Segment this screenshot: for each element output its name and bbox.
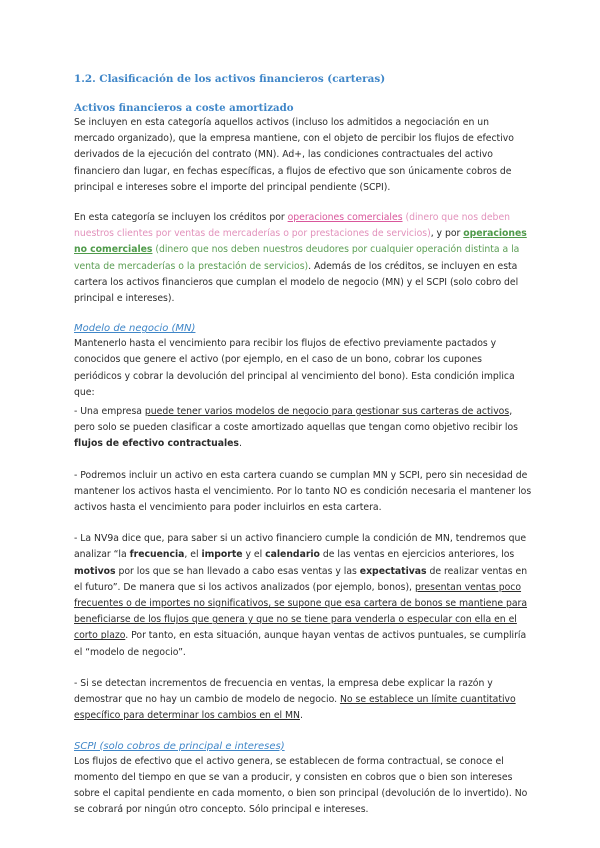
underlined-text: presentan ventas poco frecuentes o de importes no significativos, se supone que esa cartera de bonos se mantiene para beneficiarse de los flujos que genera y que no se tiene para venderla o especular con ella en el corto plazo (74, 581, 528, 642)
text-run: . Además de los créditos, se incluyen en esta cartera los activos financieros que cumplan el modelo de negocio (MN) y el SCPI (solo cobro del principal e intereses). (74, 260, 519, 305)
text-run: - La NV9a dice que, para saber si un activo financiero cumple la condición de MN, tendremos que analizar “la (74, 533, 527, 561)
heading-coste-amortizado: Activos financieros a coste amortizado (74, 102, 294, 114)
document-content (74, 72, 532, 818)
operaciones-comerciales-term: operaciones comerciales (287, 212, 403, 224)
bold-term: calendario (265, 549, 320, 561)
bold-term: motivos (74, 565, 116, 577)
text-run: , y por (430, 228, 464, 240)
bold-term: frecuencia (129, 549, 185, 561)
paragraph-scpi: Los flujos de efectivo que el activo genera, se establecen de forma contractual, se conoce el momento del tiempo en que se van a producir, y consisten en cobros que o bien son intereses sobre el capital pendiente en cada momento, o bien son principal (devolución de lo invertido). No se cobrará por ningún otro concepto. Sólo principal e intereses. (74, 755, 528, 816)
section-title: 1.2. Clasificación de los activos financieros (carteras) (74, 73, 386, 85)
text-run: , pero solo se pueden clasificar a coste amortizado aquellas que tengan como objetivo recibir los (74, 406, 518, 434)
text-run: . Por tanto, en esta situación, aunque hayan ventas de activos puntuales, se cumpliría el “modelo de negocio”. (74, 630, 527, 658)
heading-modelo-negocio: Modelo de negocio (MN) (74, 323, 196, 335)
text-run: . (299, 710, 303, 722)
bold-term: expectativas (359, 565, 427, 577)
heading-scpi: SCPI (solo cobros de principal e intereses) (74, 740, 285, 752)
text-run: En esta categoría se incluyen los créditos por (74, 212, 288, 224)
comerciales-definition: (dinero que nos deben nuestros clientes por ventas de mercaderías o por prestaciones de servicios) (74, 212, 511, 240)
bullet-varios-modelos (74, 404, 532, 453)
no-comerciales-definition: (dinero que nos deben nuestros deudores por cualquier operación distinta a la venta de mercaderías o la prestación de servicios) (74, 244, 520, 272)
operaciones-no-comerciales-term: operaciones no comerciales (74, 228, 527, 256)
text-run: de las ventas en ejercicios anteriores, los (319, 549, 515, 561)
text-run: de realizar ventas en el futuro”. De manera que si los activos analizados (por ejemplo, bonos), (74, 565, 528, 593)
bold-term: flujos de efectivo contractuales (74, 438, 239, 450)
text-run: y el (242, 549, 266, 561)
text-run: . (238, 438, 242, 450)
bullet-incrementos-frecuencia (74, 676, 532, 725)
bullet-nv9a (74, 531, 532, 661)
bullet-sin-vencimiento: - Podremos incluir un activo en esta cartera cuando se cumplan MN y SCPI, pero sin necesidad de mantener los activos hasta el vencimiento. Por lo tanto NO es condición necesaria el mantener los activos hasta el vencimiento para poder incluirlos en esta cartera. (74, 469, 532, 514)
bold-term: importe (201, 549, 243, 561)
text-run: - Si se detectan incrementos de frecuencia en ventas, la empresa debe explicar la razón y demostrar que no hay un cambio de modelo de negocio. (74, 677, 493, 706)
underlined-text: puede tener varios modelos de negocio para gestionar sus carteras de activos (144, 406, 510, 418)
text-run: , el (184, 549, 202, 561)
paragraph-mn-definition: Mantenerlo hasta el vencimiento para recibir los flujos de efectivo previamente pactados y conocidos que genere el activo (por ejemplo, en el caso de un bono, cobrar los cupones periódicos y cobrar la devolución del principal al vencimiento del bono). Esta condición implica que: (74, 338, 515, 398)
text-run: por los que se han llevado a cabo esas ventas y las (115, 565, 360, 577)
underlined-text: No se establece un límite cuantitativo específico para determinar los cambios en el MN (74, 694, 516, 722)
text-run: - Una empresa (74, 406, 145, 418)
paragraph-definition: Se incluyen en esta categoría aquellos activos (incluso los admitidos a negociación en un mercado organizado), que la empresa mantiene, con el objeto de percibir los flujos de efectivo derivados de la ejecución del contrato (MN). Ad+, las condiciones contractuales del activo financiero dan lugar, en fechas específicas, a flujos de efectivo que son únicamente cobros de principal e intereses sobre el importe del principal pendiente (SCPI). (74, 117, 514, 193)
paragraph-creditos (74, 210, 532, 307)
